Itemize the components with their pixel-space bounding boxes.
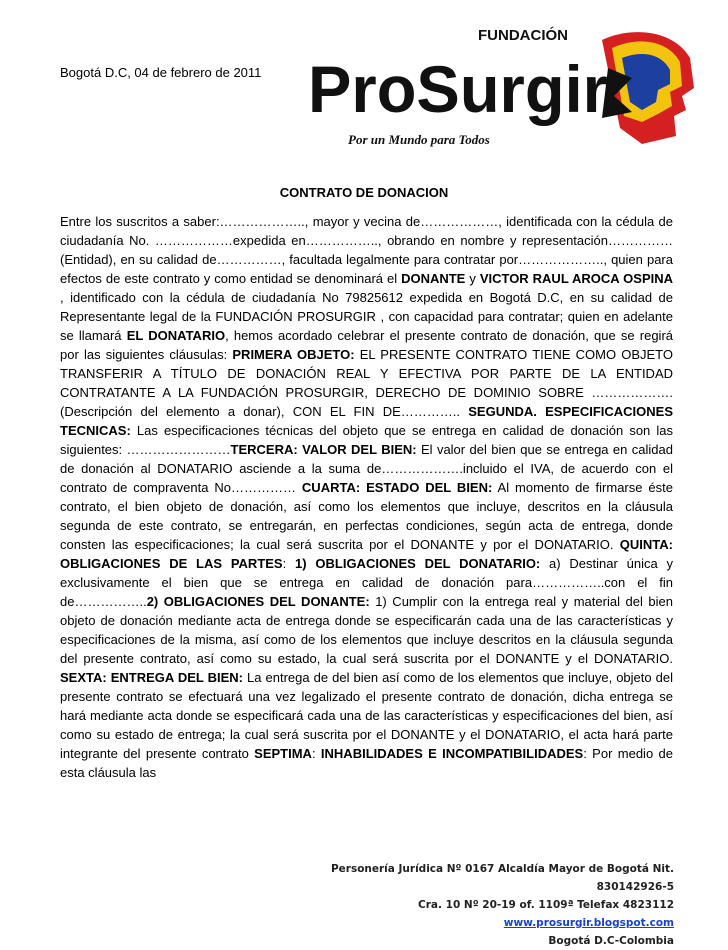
head-silhouette-icon: [602, 32, 694, 144]
clause-text: :: [282, 556, 296, 571]
clause-text: : Por medio de esta cláusula las: [60, 746, 673, 780]
clause-text: Las especificaciones técnicas del objeto que se entrega en calidad de donación son las siguientes: ……………………: [60, 423, 673, 457]
prosurgir-logo: [302, 18, 702, 158]
footer-city: Bogotá D.C-Colombia: [548, 935, 674, 947]
clause-heading: SEGUNDA. ESPECIFICACIONES TECNICAS:: [60, 404, 673, 438]
clause-heading: SEPTIMA: [254, 746, 312, 761]
clause-heading: EL DONATARIO: [126, 328, 226, 343]
contract-body: [60, 212, 673, 782]
clause-heading: 2) OBLIGACIONES DEL DONANTE:: [146, 594, 370, 609]
clause-heading: TERCERA: VALOR DEL BIEN:: [230, 442, 417, 457]
footer-registration: Personería Jurídica Nº 0167 Alcaldía Mayor de Bogotá Nit. 830142926-5: [330, 863, 674, 893]
clause-heading: CUARTA: ESTADO DEL BIEN:: [301, 480, 493, 495]
clause-text: a) Destinar única y exclusivamente el bien que se entrega en calidad de donación para……………..con el fin de……………..: [60, 556, 673, 609]
clause-heading: 1) OBLIGACIONES DEL DONATARIO:: [295, 556, 541, 571]
clause-text: El valor del bien que se entrega en calidad de donación al DONATARIO asciende a la suma de……………….incluido el IVA, de acuerdo con el contrato de compraventa No……………: [60, 442, 673, 495]
contract-title: CONTRATO DE DONACION: [279, 185, 449, 200]
logo-tagline-text: Por un Mundo para Todos: [348, 132, 490, 147]
clause-heading: DONANTE: [401, 271, 466, 286]
clause-text: EL PRESENTE CONTRATO TIENE COMO OBJETO TRANSFERIR A TÍTULO DE DONACIÓN REAL Y EFECTIVA POR PARTE DE LA ENTIDAD CONTRATANTE A LA FUNDACIÓN PROSURGIR, DERECHO DE DOMINIO SOBRE ……………….(Descripción del elemento a donar), CON EL FIN DE…………..: [60, 347, 673, 419]
clause-heading: SEXTA: ENTREGA DEL BIEN:: [60, 670, 244, 685]
clause-text: La entrega de del bien así como de los elementos que incluye, objeto del presente contrato se efectuará una vez legalizado el presente contrato de donación, dicha entrega se hará mediante acta donde se especificará cada una de las características y especificaciones del bien, así como su estado de entrega; la cual será suscrita por el DONANTE y el DONATARIO, el acta hará parte integrante del presente contrato: [60, 670, 673, 761]
footer-address: [270, 896, 674, 932]
clause-heading: VICTOR RAUL AROCA OSPINA: [479, 271, 674, 286]
website-link[interactable]: www.prosurgir.blogspot.com: [503, 917, 674, 929]
clause-text: , hemos acordado celebrar el presente contrato de donación, que se regirá por las siguientes cláusulas:: [60, 328, 674, 362]
footer-address-text: Cra. 10 Nº 20-19 of. 1109ª Telefax 4823112: [418, 899, 674, 911]
document-date: Bogotá D.C, 04 de febrero de 2011: [60, 65, 262, 80]
logo-fundacion-text: FUNDACIÓN: [478, 27, 568, 44]
contract-body-paragraph: [60, 212, 673, 782]
footer: [270, 860, 674, 950]
clause-text: 1) Cumplir con la entrega real y material del bien objeto de donación mediante acta de entrega donde se especificarán cada una de las características y especificaciones de la misma, así como de los elementos que incluye descritos en la cláusula segunda del presente contrato, así como su estado, la cual será suscrita por el DONANTE y el DONATARIO.: [60, 594, 673, 666]
logo-name-text: ProSurgir: [308, 52, 608, 126]
clause-text: Al momento de firmarse éste contrato, el bien objeto de donación, así como los elementos que incluye, descritos en la cláusula segunda de este contrato, se entregarán, en perfectas condiciones, según acta de entrega, donde consten las especificaciones; la cual será suscrita por el DONANTE y por el DONATARIO.: [60, 480, 673, 552]
clause-text: , identificado con la cédula de ciudadanía No 79825612 expedida en Bogotá D.C, en su calidad de Representante legal de la FUNDACIÓN PROSURGIR , con capacidad para contratar; quien en adelante se llamará: [60, 290, 673, 343]
clause-heading: QUINTA: OBLIGACIONES DE LAS PARTES: [60, 537, 673, 571]
clause-text: :: [311, 746, 321, 761]
clause-text: y: [465, 271, 480, 286]
clause-text: Entre los suscritos a saber:……………….., mayor y vecina de………………, identificada con la cédula de ciudadanía No. ………………expedida en…………….., obrando en nombre y representación……………(Entidad), en su calidad de……………, facultada legalmente para contratar por……………….., quien para efectos de este contrato y como entidad se denominará el: [60, 214, 673, 286]
clause-heading: INHABILIDADES E INCOMPATIBILIDADES: [320, 746, 584, 761]
clause-heading: PRIMERA OBJETO:: [232, 347, 355, 362]
